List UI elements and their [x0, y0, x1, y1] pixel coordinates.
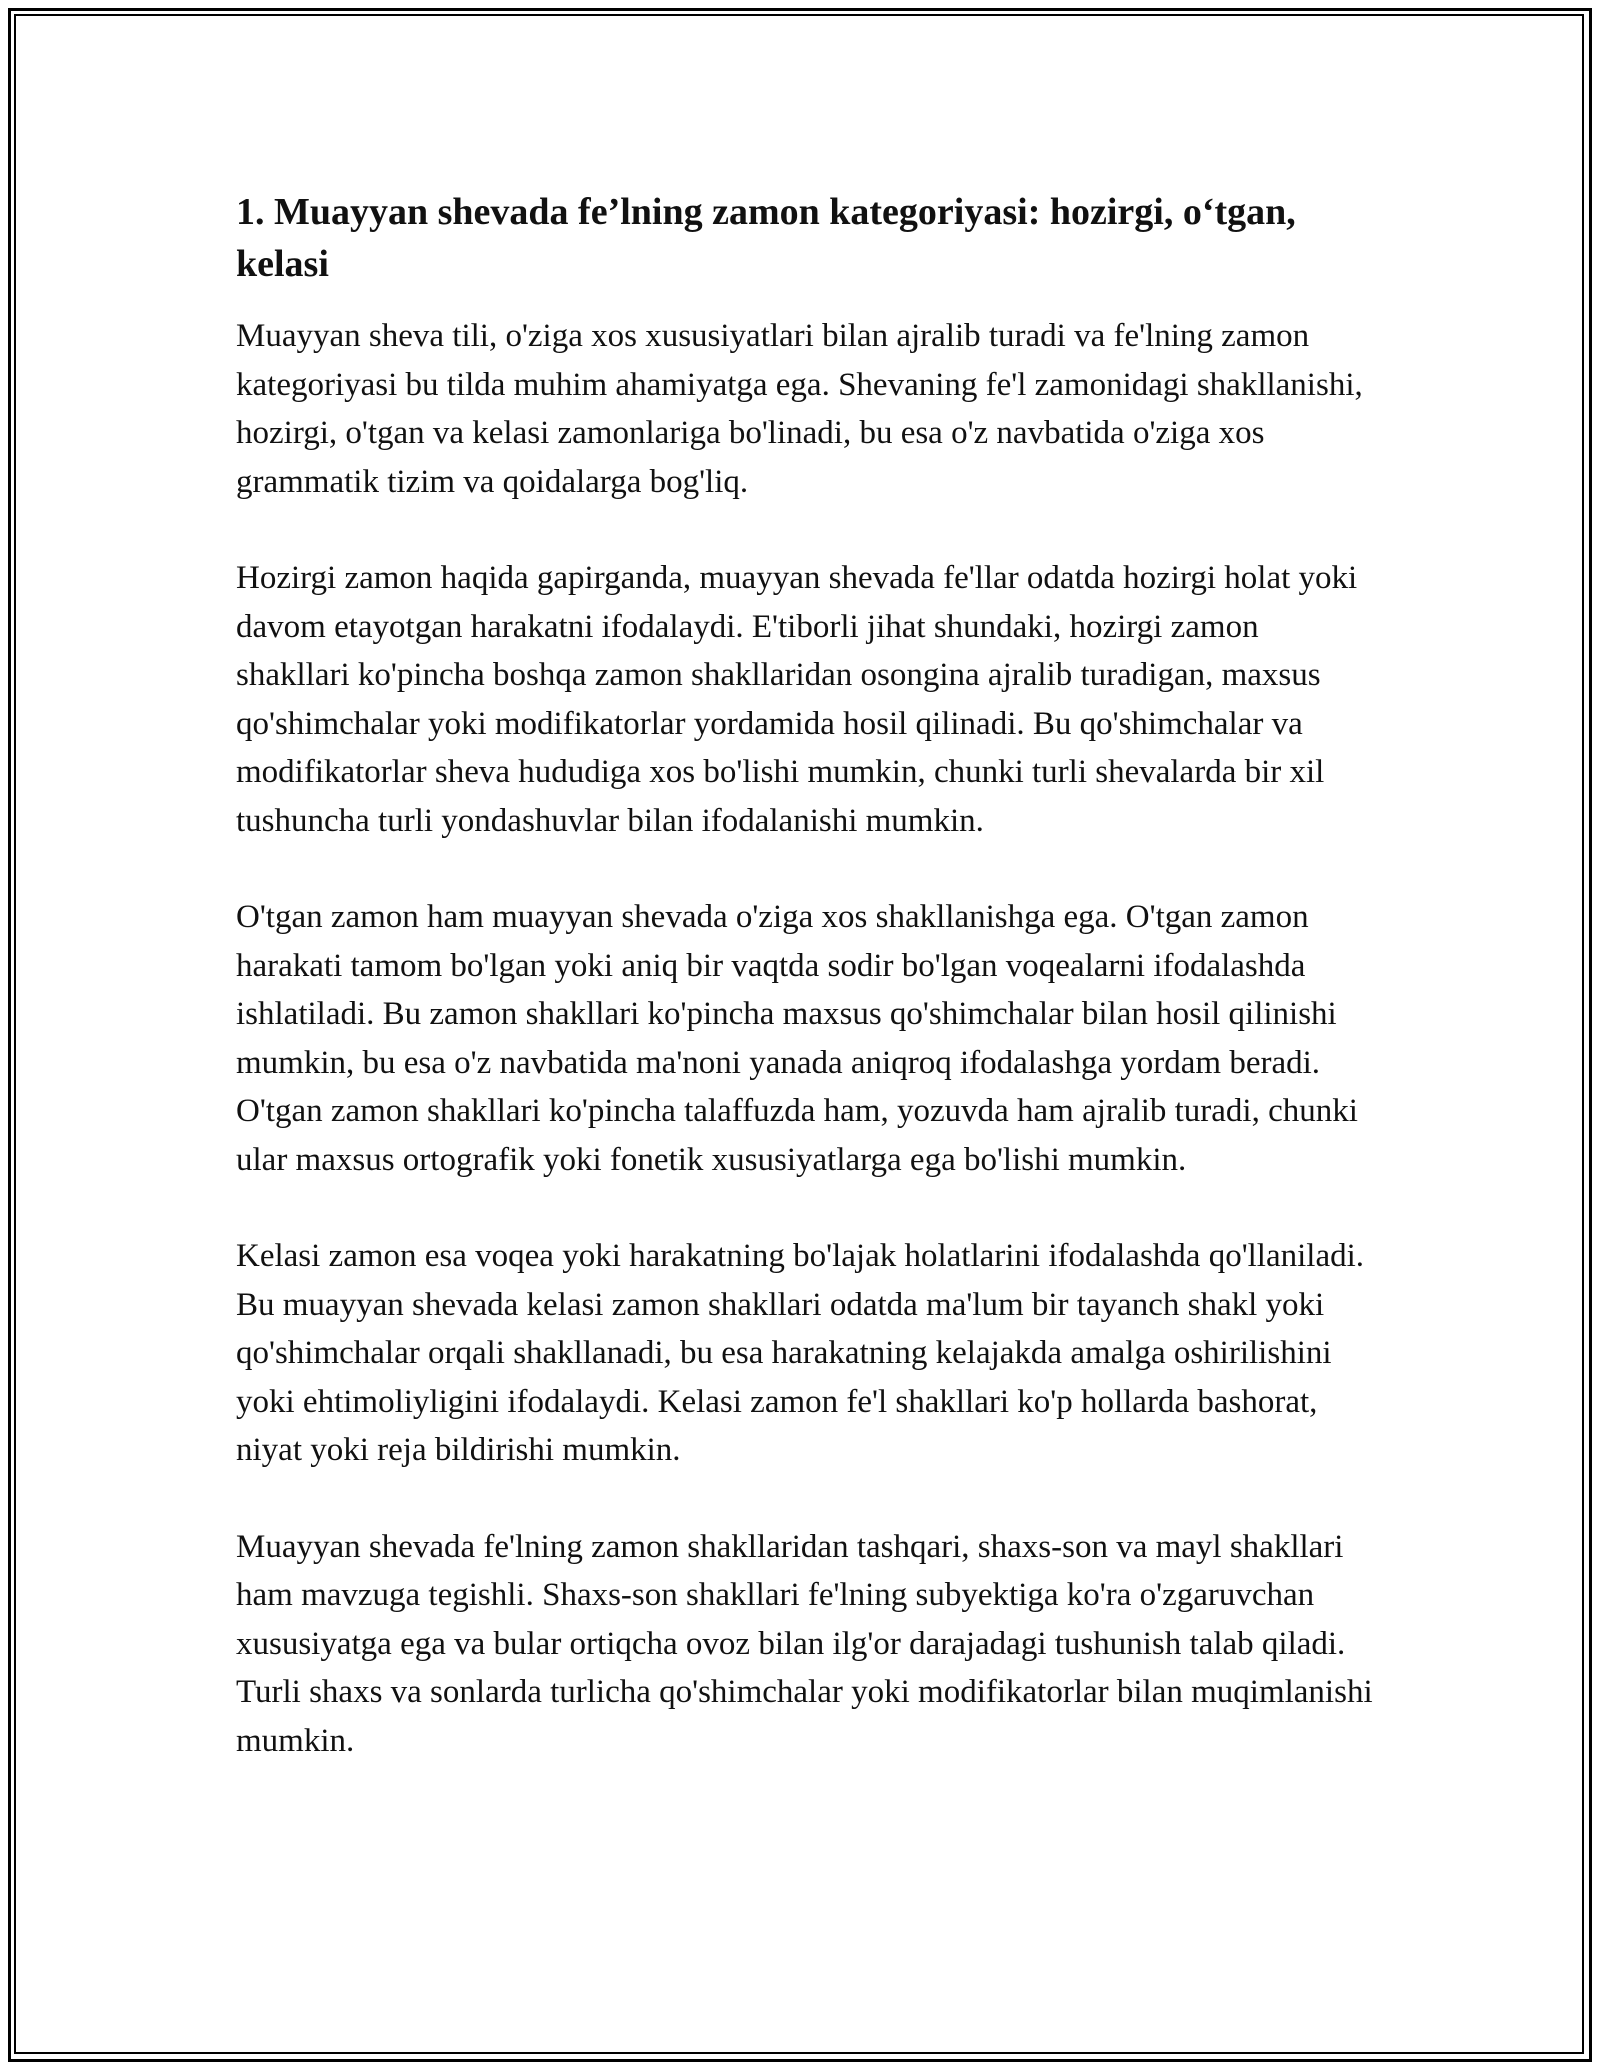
- section-heading: 1. Muayyan shevada fe’lning zamon kategoriyasi: hozirgi, o‘tgan, kelasi: [236, 191, 1296, 285]
- paragraph-person-number: Muayyan shevada fe'lning zamon shakllaridan tashqari, shaxs-son va mayl shakllari ham mavzuga tegishli. Shaxs-son shakllari fe'lning subyektiga ko'ra o'zgaruvchan xususiyatga ega va bular ortiqcha ovoz bilan ilg'or darajadagi tushunish talab qiladi. Turli shaxs va sonlarda turlicha qo'shimchalar yoki modifikatorlar bilan muqimlanishi mumkin.: [236, 1528, 1373, 1759]
- paragraph-present-tense: Hozirgi zamon haqida gapirganda, muayyan shevada fe'llar odatda hozirgi holat yoki davom etayotgan harakatni ifodalaydi. E'tiborli jihat shundaki, hozirgi zamon shakllari ko'pincha boshqa zamon shakllaridan osongina ajralib turadigan, maxsus qo'shimchalar yoki modifikatorlar yordamida hosil qilinadi. Bu qo'shimchalar va modifikatorlar sheva hududiga xos bo'lishi mumkin, chunki turli shevalarda bir xil tushuncha turli yondashuvlar bilan ifodalanishi mumkin.: [236, 560, 1358, 839]
- paragraph-past-tense: O'tgan zamon ham muayyan shevada o'ziga xos shakllanishga ega. O'tgan zamon harakati tamom bo'lgan yoki aniq bir vaqtda sodir bo'lgan voqealarni ifodalashda ishlatiladi. Bu zamon shakllari ko'pincha maxsus qo'shimchalar bilan hosil qilinishi mumkin, bu esa o'z navbatida ma'noni yanada aniqroq ifodalashga yordam beradi. O'tgan zamon shakllari ko'pincha talaffuzda ham, yozuvda ham ajralib turadi, chunki ular maxsus ortografik yoki fonetik xususiyatlarga ega bo'lishi mumkin.: [236, 899, 1358, 1178]
- paragraph-future-tense: Kelasi zamon esa voqea yoki harakatning bo'lajak holatlarini ifodalashda qo'llaniladi. Bu muayyan shevada kelasi zamon shakllari odatda ma'lum bir tayanch shakl yoki qo'shimchalar orqali shakllanadi, bu esa harakatning kelajakda amalga oshirilishini yoki ehtimoliyligini ifodalaydi. Kelasi zamon fe'l shakllari ko'p hollarda bashorat, niyat yoki reja bildirishi mumkin.: [236, 1238, 1365, 1468]
- document-body: [236, 186, 1376, 1813]
- paragraph-intro: Muayyan sheva tili, o'ziga xos xususiyatlari bilan ajralib turadi va fe'lning zamon kategoriyasi bu tilda muhim ahamiyatga ega. Shevaning fe'l zamonidagi shakllanishi, hozirgi, o'tgan va kelasi zamonlariga bo'linadi, bu esa o'z navbatida o'ziga xos grammatik tizim va qoidalarga bog'liq.: [236, 318, 1363, 500]
